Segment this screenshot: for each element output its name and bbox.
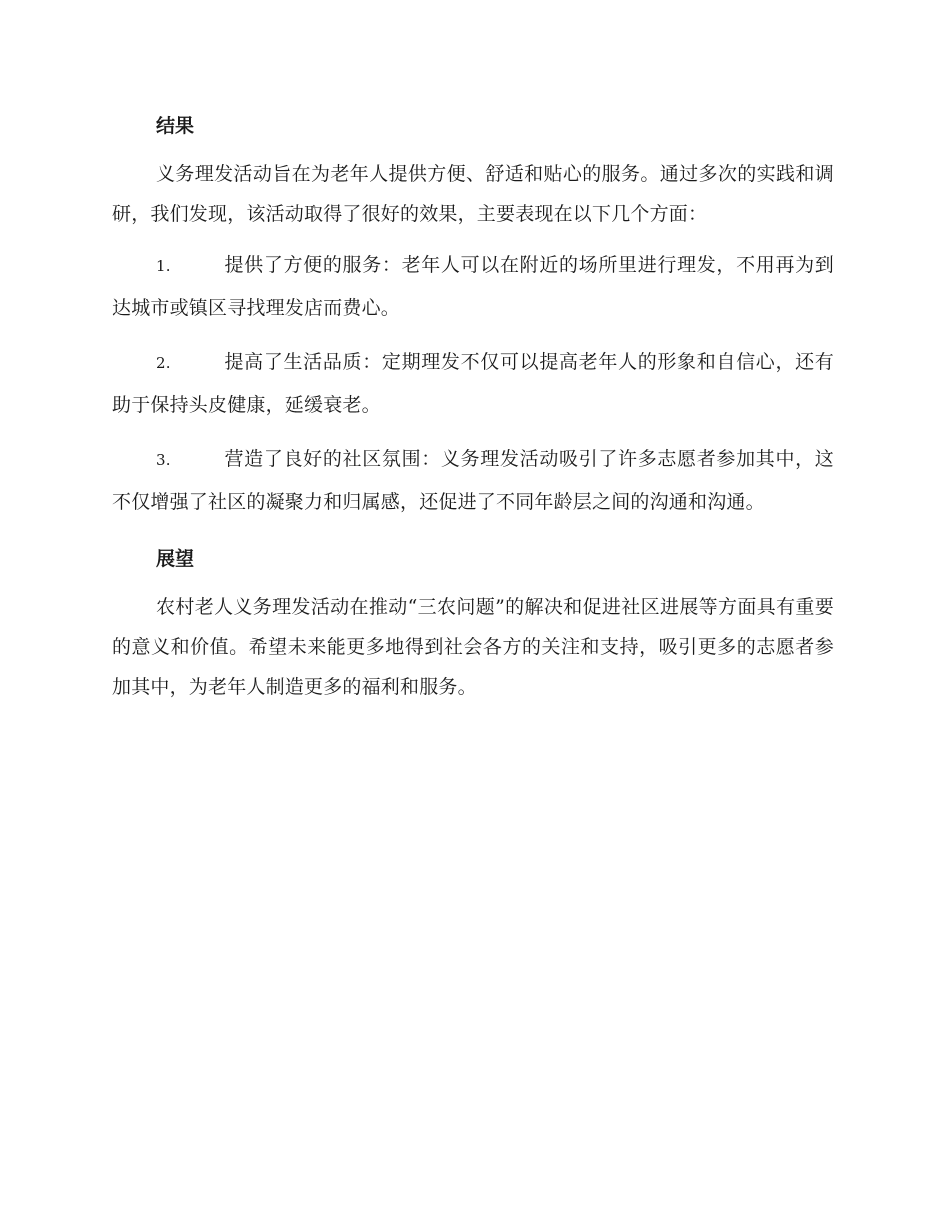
list-item-text: 营造了良好的社区氛围：义务理发活动吸引了许多志愿者参加其中，这不仅增强了社区的凝聚力和归属感，还促进了不同年龄层之间的沟通和沟通。 — [112, 448, 834, 513]
document-page — [112, 106, 834, 717]
list-item — [112, 438, 834, 523]
list-item-text: 提供了方便的服务：老年人可以在附近的场所里进行理发，不用再为到达城市或镇区寻找理发店而费心。 — [112, 254, 834, 319]
list-number: 3. — [156, 451, 171, 469]
outlook-paragraph: 农村老人义务理发活动在推动“三农问题”的解决和促进社区进展等方面具有重要的意义和价值。希望未来能更多地得到社会各方的关注和支持，吸引更多的志愿者参加其中，为老年人制造更多的福利和服务。 — [112, 596, 834, 698]
section-heading-results: 结果 — [156, 115, 195, 137]
list-number: 2. — [156, 354, 171, 372]
list-item — [112, 341, 834, 426]
list-number: 1. — [156, 257, 171, 275]
results-intro-paragraph: 义务理发活动旨在为老年人提供方便、舒适和贴心的服务。通过多次的实践和调研，我们发现，该活动取得了很好的效果，主要表现在以下几个方面： — [112, 163, 834, 225]
list-item — [112, 244, 834, 329]
section-heading-outlook: 展望 — [156, 548, 195, 570]
list-item-text: 提高了生活品质：定期理发不仅可以提高老年人的形象和自信心，还有助于保持头皮健康，延缓衰老。 — [112, 351, 834, 416]
